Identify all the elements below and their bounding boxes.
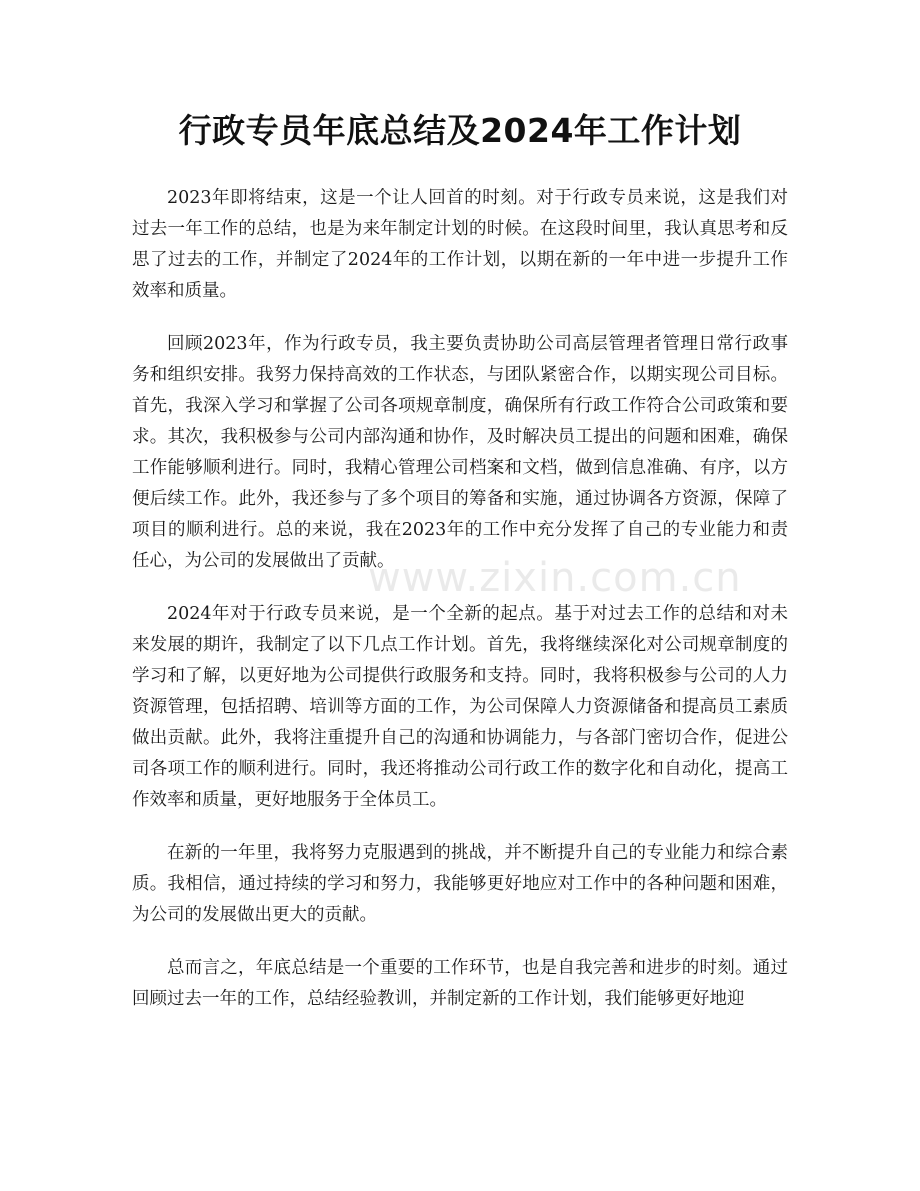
paragraph-review-2023: 回顾2023年，作为行政专员，我主要负责协助公司高层管理者管理日常行政事务和组织安排。我努力保持高效的工作状态，与团队紧密合作，以期实现公司目标。首先，我深入学习和掌握了公司各项规章制度，确保所有行政工作符合公司政策和要求。其次，我积极参与公司内部沟通和协作，及时解决员工提出的问题和困难，确保工作能够顺利进行。同时，我精心管理公司档案和文档，做到信息准确、有序，以方便后续工作。此外，我还参与了多个项目的筹备和实施，通过协调各方资源，保障了项目的顺利进行。总的来说，我在2023年的工作中充分发挥了自己的专业能力和责任心，为公司的发展做出了贡献。 [132, 334, 788, 571]
paragraph-outlook: 在新的一年里，我将努力克服遇到的挑战，并不断提升自己的专业能力和综合素质。我相信，通过持续的学习和努力，我能够更好地应对工作中的各种问题和困难，为公司的发展做出更大的贡献。 [132, 843, 788, 925]
paragraph-plan-2024: 2024年对于行政专员来说，是一个全新的起点。基于对过去工作的总结和对未来发展的期许，我制定了以下几点工作计划。首先，我将继续深化对公司规章制度的学习和了解，以更好地为公司提供行政服务和支持。同时，我将积极参与公司的人力资源管理，包括招聘、培训等方面的工作，为公司保障人力资源储备和提高员工素质做出贡献。此外，我将注重提升自己的沟通和协调能力，与各部门密切合作，促进公司各项工作的顺利进行。同时，我还将推动公司行政工作的数字化和自动化，提高工作效率和质量，更好地服务于全体员工。 [132, 604, 788, 810]
paragraph-intro: 2023年即将结束，这是一个让人回首的时刻。对于行政专员来说，这是我们对过去一年工作的总结，也是为来年制定计划的时候。在这段时间里，我认真思考和反思了过去的工作，并制定了2024年的工作计划，以期在新的一年中进一步提升工作效率和质量。 [132, 188, 788, 301]
paragraph-conclusion: 总而言之，年底总结是一个重要的工作环节，也是自我完善和进步的时刻。通过回顾过去一年的工作，总结经验教训，并制定新的工作计划，我们能够更好地迎 [132, 958, 788, 1009]
document-title: 行政专员年底总结及2024年工作计划 [178, 111, 742, 150]
watermark: www.zixin.com.cn [368, 555, 742, 601]
document-body [132, 183, 788, 1037]
